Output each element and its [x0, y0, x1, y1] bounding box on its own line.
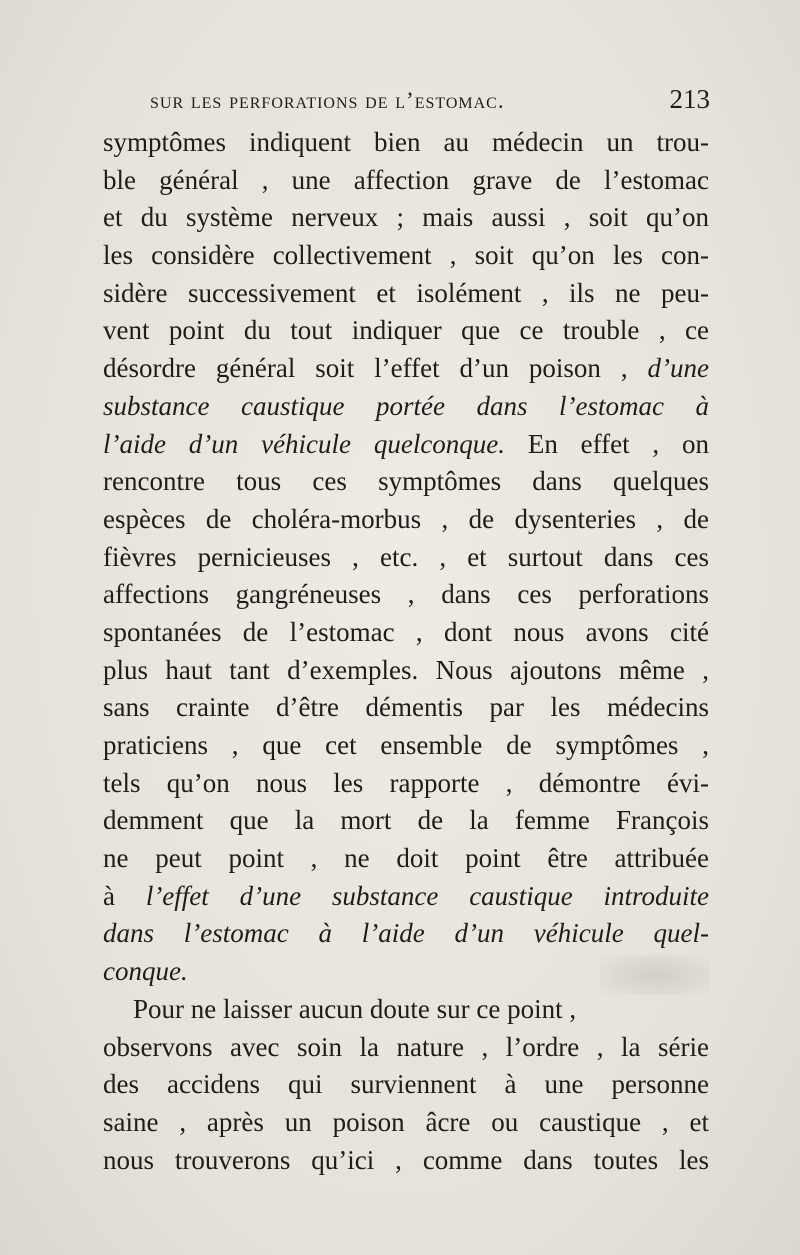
- text-segment: En effet , on: [505, 428, 709, 459]
- italic-text: l’effet d’une substance caustique introduite: [145, 880, 709, 911]
- page-number: 213: [669, 84, 710, 114]
- text-line: [103, 426, 709, 464]
- text-segment: espèces de choléra-morbus , de dysenteries , de: [103, 503, 709, 534]
- text-line: [103, 1104, 709, 1142]
- text-line: [103, 614, 709, 652]
- text-segment: à: [103, 880, 146, 911]
- text-segment: plus haut tant d’exemples. Nous ajoutons même ,: [103, 654, 709, 685]
- text-line: [103, 199, 709, 237]
- text-line: [103, 576, 709, 614]
- text-line: [103, 915, 709, 953]
- text-segment: rencontre tous ces symptômes dans quelques: [103, 466, 709, 497]
- text-segment: ble général , une affection grave de l’estomac: [103, 164, 709, 195]
- text-segment: fièvres pernicieuses , etc. , et surtout dans ces: [103, 541, 709, 572]
- italic-text: l’aide d’un véhicule quelconque.: [103, 428, 506, 459]
- italic-text: substance caustique portée dans l’estomac à: [103, 390, 709, 421]
- text-line: [103, 539, 709, 577]
- running-head-title: sur les perforations de l’estomac.: [150, 88, 505, 113]
- text-segment: vent point du tout indiquer que ce trouble , ce: [103, 315, 709, 346]
- text-line: [103, 878, 709, 916]
- text-line: [103, 501, 709, 539]
- text-segment: spontanées de l’estomac , dont nous avons cité: [103, 616, 709, 647]
- italic-text: conque.: [103, 956, 188, 987]
- text-line: [103, 124, 709, 162]
- body-text: [103, 124, 709, 1179]
- text-segment: ne peut point , ne doit point être attribuée: [103, 843, 709, 874]
- text-line: [103, 1029, 709, 1067]
- text-line: [103, 162, 709, 200]
- text-segment: observons avec soin la nature , l’ordre , la série: [103, 1031, 709, 1062]
- italic-text: dans l’estomac à l’aide d’un véhicule quel-: [103, 918, 709, 949]
- text-segment: praticiens , que cet ensemble de symptômes ,: [103, 730, 709, 760]
- running-head: [150, 84, 710, 115]
- text-line: [103, 802, 709, 840]
- text-line: [103, 350, 709, 388]
- text-segment: des accidens qui surviennent à une personne: [103, 1069, 709, 1100]
- text-line: [103, 1066, 709, 1104]
- text-line: [103, 991, 709, 1029]
- text-line: [103, 312, 709, 350]
- text-segment: Pour ne laisser aucun doute sur ce point ,: [133, 993, 577, 1024]
- text-segment: nous trouverons qu’ici , comme dans toutes les: [103, 1144, 709, 1175]
- italic-text: d’une: [647, 353, 709, 384]
- text-line: [103, 388, 709, 426]
- text-line: [103, 237, 709, 275]
- text-segment: sidère successivement et isolément , ils ne peu-: [103, 277, 709, 308]
- text-line: [103, 840, 709, 878]
- text-segment: désordre général soit l’effet d’un poison ,: [103, 353, 648, 384]
- text-line: [103, 1142, 709, 1180]
- text-line: [103, 765, 709, 803]
- text-segment: et du système nerveux ; mais aussi , soit qu’on: [103, 202, 709, 233]
- text-segment: symptômes indiquent bien au médecin un trou-: [103, 127, 709, 157]
- text-line: [103, 652, 709, 690]
- text-line: [103, 275, 709, 313]
- text-line: [103, 463, 709, 501]
- text-segment: les considère collectivement , soit qu’on les con-: [103, 240, 709, 271]
- text-line: [103, 689, 709, 727]
- text-segment: sans crainte d’être démentis par les médecins: [103, 692, 709, 723]
- text-line: [103, 727, 709, 765]
- text-segment: tels qu’on nous les rapporte , démontre évi-: [103, 767, 709, 798]
- text-segment: demment que la mort de la femme François: [103, 805, 709, 836]
- text-line: [103, 953, 709, 991]
- text-segment: affections gangréneuses , dans ces perforations: [103, 579, 709, 610]
- text-segment: saine , après un poison âcre ou caustique , et: [103, 1106, 709, 1137]
